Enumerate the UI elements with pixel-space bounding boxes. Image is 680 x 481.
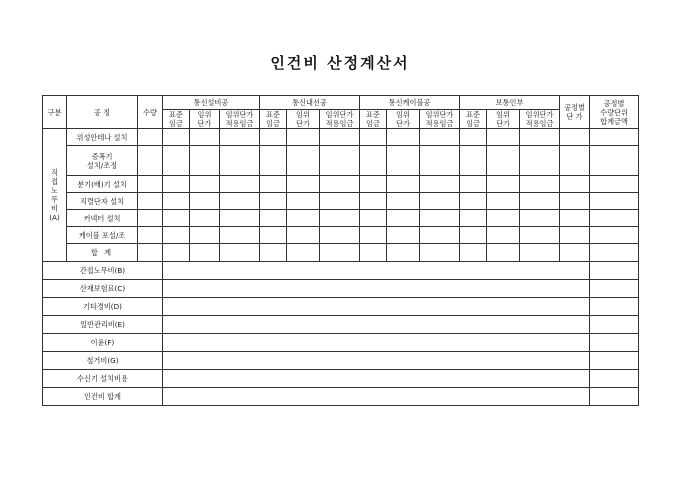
cost-row [43,352,639,370]
input-cell[interactable] [320,193,360,210]
subheader-g3-c2 [387,110,420,129]
input-cell[interactable] [487,227,520,244]
labor-cost-table [42,95,639,406]
subheader-bottom: 적용임금 [225,119,254,128]
subheader-top: 임위단가 [525,110,554,119]
input-cell[interactable] [560,193,590,210]
process-name: 케이블 포설/조 [67,227,138,244]
input-cell[interactable] [560,227,590,244]
input-cell[interactable] [387,176,420,193]
header-total-line-2: 수량단위 [600,107,628,117]
input-cell[interactable] [260,193,287,210]
cost-amount-cell[interactable] [163,370,590,388]
input-cell[interactable] [260,176,287,193]
input-cell[interactable] [360,146,387,176]
direct-labor-char: 직 [51,168,58,177]
input-cell[interactable] [220,193,260,210]
table-row [43,193,639,210]
cost-item-label: 인건비 합계 [43,388,163,406]
cost-total-cell[interactable] [590,334,639,352]
subheader-g4-c2 [487,110,520,129]
subheader-bottom: 임금 [366,119,380,128]
subheader-bottom: 임금 [266,119,280,128]
input-cell[interactable] [190,129,220,146]
input-cell[interactable] [220,210,260,227]
input-cell[interactable] [163,210,190,227]
input-cell[interactable] [460,146,487,176]
cost-item-label: 기타경비(D) [43,298,163,316]
input-cell[interactable] [320,176,360,193]
cost-amount-cell[interactable] [163,334,590,352]
subheader-bottom: 적용임금 [525,119,554,128]
subheader-top: 임위 [496,110,510,119]
input-cell[interactable] [420,193,460,210]
cost-total-cell[interactable] [590,352,639,370]
subheader-top: 표준 [466,110,480,119]
input-cell[interactable] [487,146,520,176]
table-row [43,146,639,176]
subheader-g3-c3 [420,110,460,129]
cost-amount-cell[interactable] [163,298,590,316]
cost-amount-cell[interactable] [163,280,590,298]
input-cell[interactable] [560,129,590,146]
input-cell[interactable] [287,244,320,262]
input-cell[interactable] [220,227,260,244]
process-name-line: 설치/조정 [86,160,118,170]
header-group-4: 보통인부 [460,96,560,110]
input-cell[interactable] [220,244,260,262]
subtotal-label: 합 계 [67,244,138,262]
process-name: 위성안테나 설치 [67,129,138,146]
input-cell[interactable] [220,176,260,193]
subheader-g4-c1 [460,110,487,129]
direct-labor-char: 비 [51,204,58,213]
direct-labor-char: (A) [49,213,60,222]
input-cell[interactable] [190,176,220,193]
input-cell[interactable] [487,210,520,227]
input-cell[interactable] [420,210,460,227]
input-cell[interactable] [190,210,220,227]
subheader-top: 임위단가 [325,110,354,119]
input-cell[interactable] [460,227,487,244]
input-cell[interactable] [520,244,560,262]
cost-item-label: 이윤(F) [43,334,163,352]
input-cell[interactable] [560,146,590,176]
input-cell[interactable] [287,193,320,210]
cost-amount-cell[interactable] [163,352,590,370]
input-cell[interactable] [520,129,560,146]
input-cell[interactable] [360,244,387,262]
subheader-top: 임위단가 [225,110,254,119]
subheader-g2-c2 [287,110,320,129]
subheader-g2-c1 [260,110,287,129]
table-row [43,129,639,146]
input-cell[interactable] [320,210,360,227]
input-cell[interactable] [460,244,487,262]
subheader-g3-c1 [360,110,387,129]
subheader-bottom: 임금 [466,119,480,128]
subheader-top: 임위 [197,110,212,119]
input-cell[interactable] [560,244,590,262]
header-group-3: 통신케이블공 [360,96,460,110]
input-cell[interactable] [387,227,420,244]
header-total-line-3: 합계금액 [600,116,628,126]
subheader-g1-c1 [163,110,190,129]
input-cell[interactable] [387,193,420,210]
input-cell[interactable] [220,129,260,146]
input-cell[interactable] [590,193,639,210]
input-cell[interactable] [560,210,590,227]
input-cell[interactable] [387,146,420,176]
input-cell[interactable] [190,244,220,262]
input-cell[interactable] [287,176,320,193]
header-group-1: 통신설비공 [163,96,260,110]
input-cell[interactable] [460,176,487,193]
subheader-g1-c2 [190,110,220,129]
input-cell[interactable] [387,244,420,262]
input-cell[interactable] [163,193,190,210]
cost-row [43,334,639,352]
cost-row [43,262,639,280]
cost-amount-cell[interactable] [163,316,590,334]
cost-item-label: 산재보험료(C) [43,280,163,298]
process-name: 분기(배)기 설치 [67,176,138,193]
input-cell[interactable] [260,244,287,262]
input-cell[interactable] [220,146,260,176]
input-cell[interactable] [138,146,163,176]
direct-labor-char: 무 [51,195,58,204]
input-cell[interactable] [163,129,190,146]
header-group-2: 통신내선공 [260,96,360,110]
input-cell[interactable] [590,244,639,262]
cost-row [43,370,639,388]
subheader-bottom: 임금 [169,119,183,128]
input-cell[interactable] [163,244,190,262]
header-total-line-1: 공정별 [603,98,625,108]
subheader-bottom: 단가 [396,119,410,128]
cost-row [43,388,639,406]
input-cell[interactable] [520,176,560,193]
input-cell[interactable] [590,210,639,227]
header-unit-price [560,96,590,129]
subheader-top: 표준 [169,110,183,119]
input-cell[interactable] [487,176,520,193]
input-cell[interactable] [287,210,320,227]
input-cell[interactable] [138,129,163,146]
input-cell[interactable] [360,193,387,210]
input-cell[interactable] [190,227,220,244]
input-cell[interactable] [520,227,560,244]
cost-total-cell[interactable] [590,262,639,280]
input-cell[interactable] [138,176,163,193]
input-cell[interactable] [320,129,360,146]
input-cell[interactable] [287,146,320,176]
input-cell[interactable] [420,227,460,244]
header-total [590,96,639,129]
input-cell[interactable] [163,176,190,193]
subheader-g2-c3 [320,110,360,129]
cost-item-label: 일반관리비(E) [43,316,163,334]
input-cell[interactable] [360,176,387,193]
subheader-top: 임위단가 [425,110,454,119]
input-cell[interactable] [320,227,360,244]
process-name: 직렬단자 설치 [67,193,138,210]
cost-amount-cell[interactable] [163,262,590,280]
subheader-top: 표준 [366,110,380,119]
input-cell[interactable] [163,146,190,176]
process-name: 커넥터 설치 [67,210,138,227]
input-cell[interactable] [287,129,320,146]
cost-total-cell[interactable] [590,298,639,316]
input-cell[interactable] [590,176,639,193]
input-cell[interactable] [520,210,560,227]
input-cell[interactable] [560,176,590,193]
cost-total-cell[interactable] [590,388,639,406]
cost-item-label: 간접노무비(B) [43,262,163,280]
input-cell[interactable] [460,193,487,210]
input-cell[interactable] [420,244,460,262]
input-cell[interactable] [260,146,287,176]
subheader-g4-c3 [520,110,560,129]
subheader-top: 표준 [266,110,280,119]
subheader-bottom: 적용임금 [425,119,454,128]
input-cell[interactable] [138,210,163,227]
table-row [43,176,639,193]
page-title: 인건비 산정계산서 [270,54,410,72]
process-name-line: 증폭기 [91,151,113,161]
subheader-g1-c3 [220,110,260,129]
cost-total-cell[interactable] [590,370,639,388]
input-cell[interactable] [460,210,487,227]
input-cell[interactable] [590,146,639,176]
table-row [43,227,639,244]
subheader-bottom: 단가 [197,119,212,128]
subtotal-row [43,244,639,262]
input-cell[interactable] [520,193,560,210]
input-cell[interactable] [387,129,420,146]
input-cell[interactable] [138,244,163,262]
input-cell[interactable] [387,210,420,227]
input-cell[interactable] [420,146,460,176]
input-cell[interactable] [190,146,220,176]
input-cell[interactable] [163,227,190,244]
subheader-top: 임위 [396,110,410,119]
input-cell[interactable] [260,129,287,146]
input-cell[interactable] [360,210,387,227]
input-cell[interactable] [138,193,163,210]
cost-amount-cell[interactable] [163,388,590,406]
input-cell[interactable] [360,129,387,146]
cost-total-cell[interactable] [590,316,639,334]
header-gubun: 구분 [43,96,67,129]
input-cell[interactable] [460,129,487,146]
direct-labor-char: 노 [51,186,58,195]
subheader-bottom: 적용임금 [325,119,354,128]
input-cell[interactable] [487,193,520,210]
table-row [43,210,639,227]
input-cell[interactable] [360,227,387,244]
input-cell[interactable] [487,129,520,146]
input-cell[interactable] [590,129,639,146]
input-cell[interactable] [260,210,287,227]
cost-row [43,316,639,334]
subheader-bottom: 단가 [496,119,510,128]
cost-total-cell[interactable] [590,280,639,298]
subheader-bottom: 단가 [296,119,310,128]
input-cell[interactable] [520,146,560,176]
subheader-top: 임위 [296,110,310,119]
header-quantity: 수량 [138,96,163,129]
input-cell[interactable] [138,227,163,244]
input-cell[interactable] [590,227,639,244]
direct-labor-label [43,129,67,262]
input-cell[interactable] [487,244,520,262]
cost-row [43,298,639,316]
input-cell[interactable] [420,176,460,193]
header-process: 공 정 [67,96,138,129]
input-cell[interactable] [420,129,460,146]
cost-item-label: 철거비(G) [43,352,163,370]
input-cell[interactable] [190,193,220,210]
header-unit-price-top: 공정별 [564,103,585,112]
direct-labor-char: 접 [51,177,58,186]
input-cell[interactable] [260,227,287,244]
cost-item-label: 수신기 설치비용 [43,370,163,388]
input-cell[interactable] [320,244,360,262]
input-cell[interactable] [320,146,360,176]
process-name [67,146,138,176]
cost-row [43,280,639,298]
input-cell[interactable] [287,227,320,244]
header-unit-price-bottom: 단 가 [566,112,583,121]
